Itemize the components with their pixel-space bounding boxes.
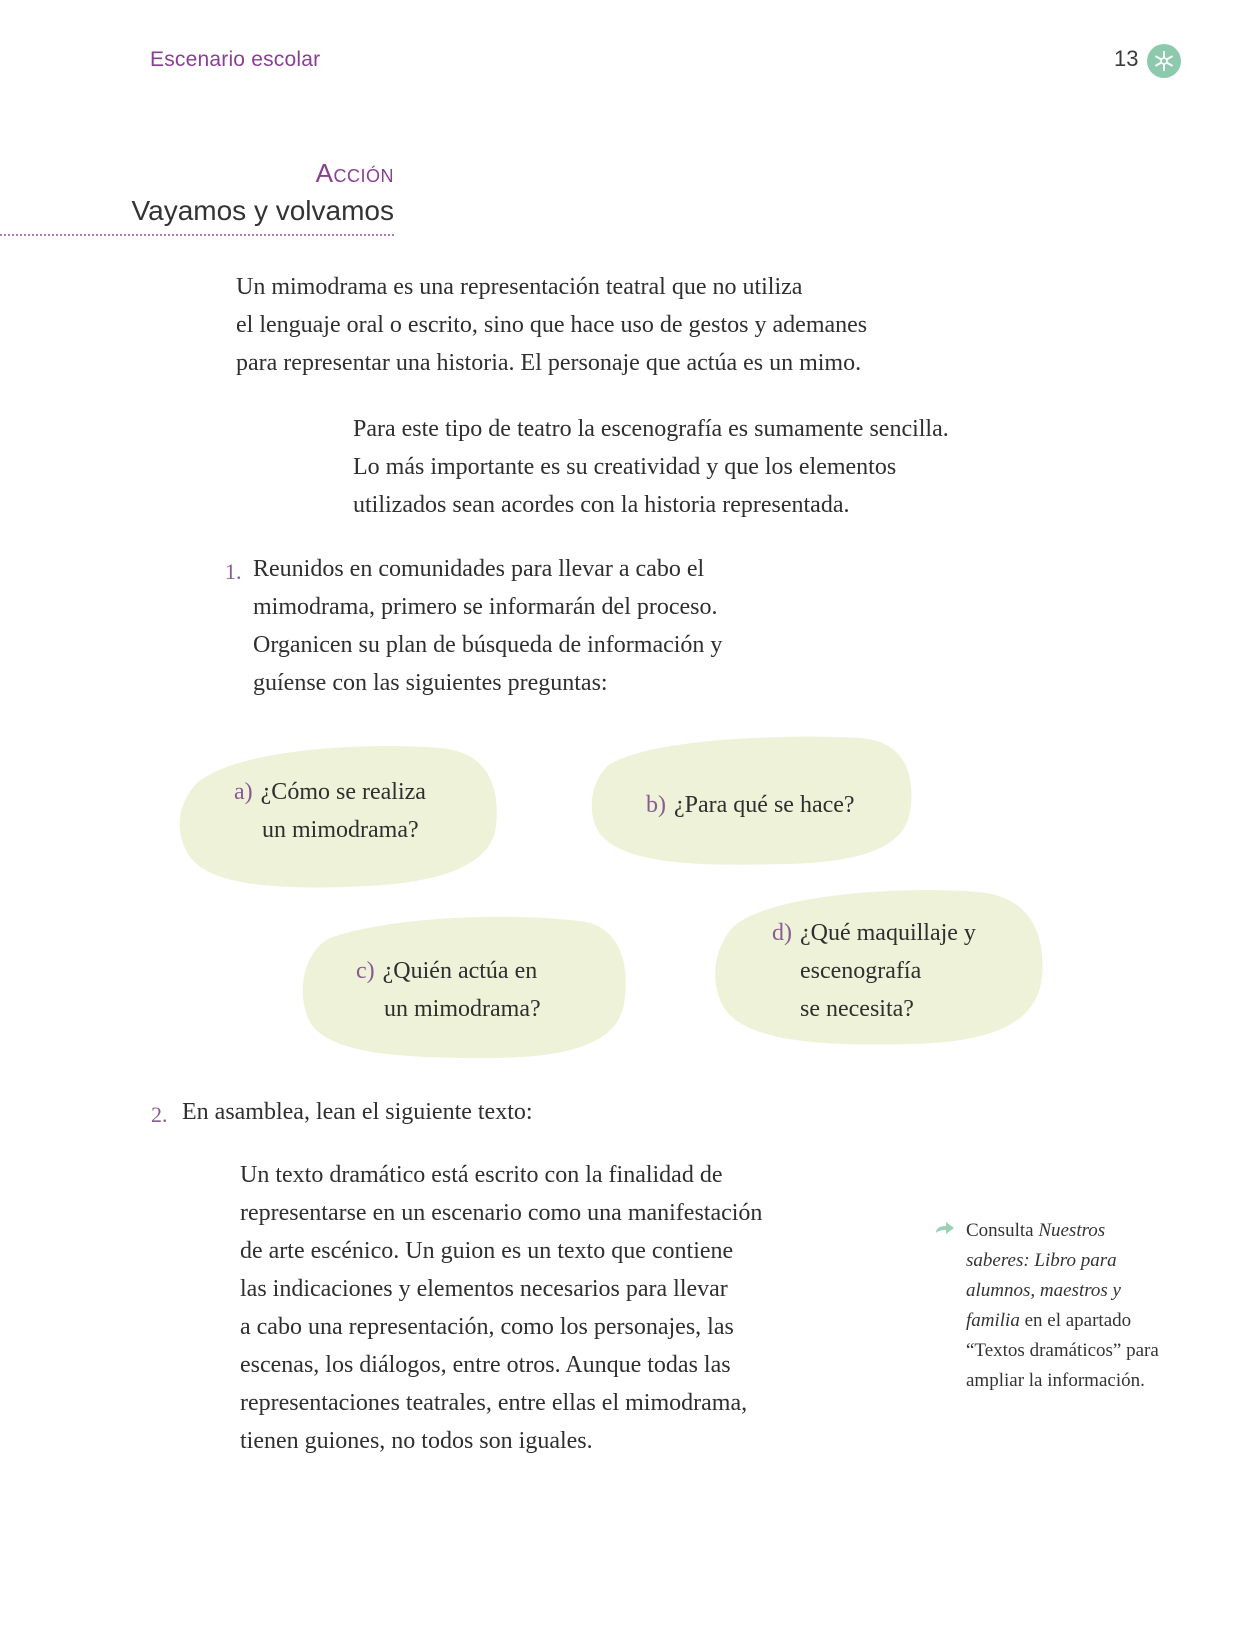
paragraph-line: representaciones teatrales, entre ellas el mimodrama, — [240, 1390, 748, 1416]
step2-instruction: En asamblea, lean el siguiente texto: — [182, 1099, 533, 1125]
paragraph-line: escenas, los diálogos, entre otros. Aunque todas las — [240, 1352, 731, 1378]
paragraph-line: mimodrama, primero se informarán del proceso. — [253, 594, 718, 620]
question-b — [646, 786, 855, 824]
paragraph-line: Lo más importante es su creatividad y que los elementos — [353, 454, 897, 480]
question-line: un mimodrama? — [262, 817, 419, 843]
paragraph-line: las indicaciones y elementos necesarios para llevar — [240, 1276, 728, 1302]
question-line: se necesita? — [800, 996, 914, 1022]
question-a — [234, 773, 426, 849]
section-title: Vayamos y volvamos — [131, 195, 394, 226]
question-line: un mimodrama? — [384, 996, 541, 1022]
paragraph-line: utilizados sean acordes con la historia representada. — [353, 492, 850, 518]
paragraph-line: Un texto dramático está escrito con la finalidad de — [240, 1162, 723, 1188]
section-divider — [0, 234, 394, 236]
question-letter: a) — [234, 779, 253, 805]
intro-paragraph — [236, 268, 867, 382]
question-line: ¿Qué maquillaje y — [800, 920, 976, 946]
question-letter: c) — [356, 958, 375, 984]
page-number: 13 — [1114, 46, 1139, 71]
arrow-right-icon — [934, 1220, 956, 1242]
dramatic-text-paragraph — [240, 1156, 762, 1460]
sidebar-book-title: Nuestros saberes: Libro para alumnos, maestros y familia — [966, 1220, 1121, 1331]
paragraph-line: de arte escénico. Un guion es un texto que contiene — [240, 1238, 734, 1264]
step-number: 2. — [151, 1102, 168, 1127]
question-letter: b) — [646, 792, 666, 818]
paragraph-line: a cabo una representación, como los personajes, las — [240, 1314, 734, 1340]
snowflake-badge-icon — [1147, 44, 1181, 78]
paragraph-line: Reunidos en comunidades para llevar a cabo el — [253, 556, 705, 582]
paragraph-line: representarse en un escenario como una manifestación — [240, 1200, 763, 1226]
question-letter: d) — [772, 920, 792, 946]
paragraph-line: tienen guiones, no todos son iguales. — [240, 1428, 593, 1454]
paragraph-line: Un mimodrama es una representación teatral que no utiliza — [236, 274, 803, 300]
paragraph-line: guíense con las siguientes preguntas: — [253, 670, 608, 696]
question-line: escenografía — [800, 958, 922, 984]
question-c — [356, 952, 541, 1028]
scenery-paragraph — [353, 410, 949, 524]
question-line: ¿Cómo se realiza — [260, 779, 426, 805]
section-label: Acción — [315, 158, 394, 188]
paragraph-line: Organicen su plan de búsqueda de información y — [253, 632, 723, 658]
sidebar-suffix: en el apartado “Textos dramáticos” para ampliar la información. — [966, 1310, 1159, 1391]
sidebar-note — [966, 1216, 1166, 1396]
step-number: 1. — [225, 559, 242, 584]
step1-instructions — [253, 550, 722, 702]
paragraph-line: Para este tipo de teatro la escenografía es sumamente sencilla. — [353, 416, 949, 442]
sidebar-prefix: Consulta — [966, 1220, 1039, 1241]
running-head: Escenario escolar — [150, 48, 321, 71]
paragraph-line: para representar una historia. El personaje que actúa es un mimo. — [236, 350, 862, 376]
question-d — [772, 914, 976, 1028]
question-line: ¿Para qué se hace? — [674, 792, 855, 818]
paragraph-line: el lenguaje oral o escrito, sino que hace uso de gestos y ademanes — [236, 312, 868, 338]
question-line: ¿Quién actúa en — [382, 958, 538, 984]
